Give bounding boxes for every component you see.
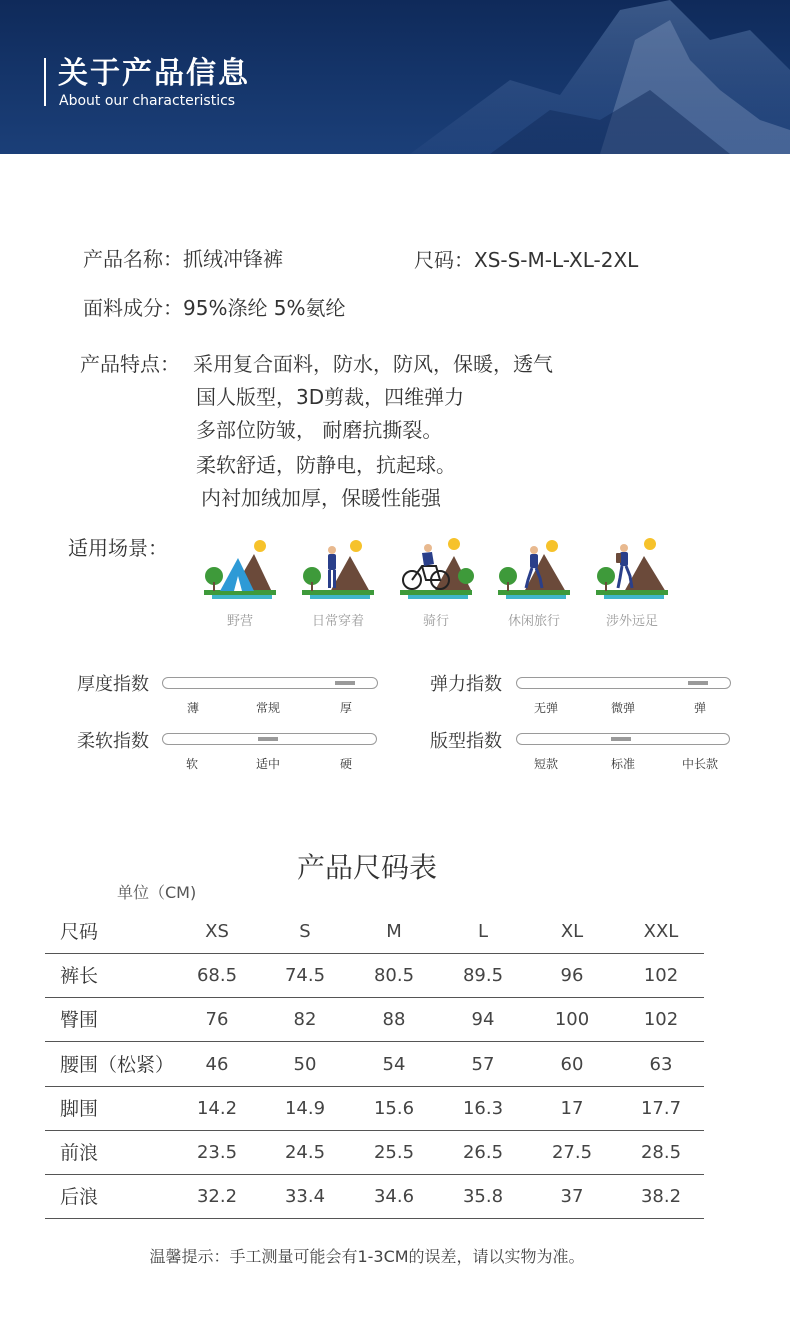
column-header: L: [477, 921, 489, 942]
table-cell: 15.6: [373, 1097, 415, 1119]
column-header: XS: [205, 921, 229, 942]
table-cell: 74.5: [284, 965, 326, 987]
table-cell: 102: [643, 965, 679, 987]
leisure-travel-icon: [496, 536, 572, 602]
fit-index-label: 版型指数: [430, 731, 502, 752]
table-row-front-rise: [45, 1131, 704, 1175]
cycling-icon: [398, 536, 474, 602]
scene-cycling: [398, 536, 474, 629]
header-banner: [0, 0, 790, 154]
table-cell: 23.5: [196, 1142, 238, 1163]
row-label: 脚围: [60, 1097, 99, 1120]
measurement-note: 温馨提示：手工测量可能会有1-3CM的误差，请以实物为准。: [149, 1247, 585, 1266]
size-table-header-row: [45, 910, 704, 954]
thickness-tick-thick: 厚: [339, 701, 353, 715]
table-cell: 63: [649, 1053, 673, 1075]
row-label: 裤长: [60, 965, 99, 988]
elasticity-tick-none: 无弹: [533, 701, 559, 715]
scene-camping: [202, 536, 278, 629]
size-table-title: 产品尺码表: [296, 851, 437, 884]
table-cell: 17: [560, 1097, 584, 1119]
table-cell: 96: [560, 965, 584, 987]
feature-line-4: 柔软舒适，防静电，抗起球。: [196, 453, 456, 477]
table-cell: 28.5: [640, 1142, 682, 1163]
elasticity-index-track: [516, 677, 731, 689]
header-label: 尺码: [60, 921, 99, 943]
table-row-waist: [45, 1043, 704, 1087]
scene-hiking: [594, 536, 670, 629]
table-row-pants-length: [45, 954, 704, 998]
mountain-backdrop: [370, 0, 790, 154]
table-cell: 35.8: [462, 1186, 504, 1208]
softness-index-indicator: [258, 737, 278, 741]
column-header: XL: [560, 921, 584, 942]
fit-tick-short: 短款: [533, 757, 559, 771]
table-cell: 68.5: [196, 965, 238, 987]
table-cell: 33.4: [284, 1186, 326, 1208]
thickness-index-indicator: [335, 681, 355, 685]
feature-line-5: 内衬加绒加厚，保暖性能强: [201, 486, 441, 510]
row-label: 后浪: [60, 1186, 99, 1209]
softness-tick-hard: 硬: [339, 757, 353, 771]
table-cell: 34.6: [373, 1186, 415, 1208]
fit-index-track: [516, 733, 730, 745]
table-cell: 25.5: [373, 1142, 415, 1163]
table-row-leg-opening: [45, 1087, 704, 1131]
table-cell: 76: [205, 1009, 229, 1031]
page-subtitle: About our characteristics: [59, 93, 236, 109]
row-label: 腰围（松紧）: [60, 1053, 175, 1076]
table-cell: 24.5: [284, 1142, 326, 1163]
product-sizes: 尺码：XS-S-M-L-XL-2XL: [414, 248, 639, 272]
table-cell: 54: [382, 1053, 406, 1075]
row-label: 臀围: [60, 1009, 99, 1032]
page-title: 关于产品信息: [58, 56, 250, 91]
table-cell: 102: [643, 1009, 679, 1031]
table-cell: 89.5: [462, 965, 504, 987]
fabric-composition: 面料成分：95%涤纶 5%氨纶: [83, 296, 346, 320]
elasticity-tick-stretch: 弹: [693, 701, 707, 715]
elasticity-index-label: 弹力指数: [430, 674, 502, 695]
scene-caption: 休闲旅行: [507, 614, 560, 629]
table-cell: 94: [471, 1009, 495, 1031]
table-cell: 14.2: [196, 1097, 238, 1119]
scene-caption: 日常穿着: [311, 614, 364, 629]
thickness-tick-thin: 薄: [186, 701, 200, 715]
daily-wear-person-icon: [300, 536, 376, 602]
column-header: S: [299, 921, 311, 942]
features-label: 产品特点：: [80, 352, 180, 376]
softness-tick-soft: 软: [185, 757, 199, 771]
column-header: M: [386, 921, 402, 942]
scene-leisure-travel: [496, 536, 572, 629]
scene-caption: 野营: [226, 614, 253, 629]
table-cell: 60: [560, 1053, 584, 1075]
table-cell: 50: [293, 1053, 317, 1075]
row-label: 前浪: [60, 1142, 99, 1164]
product-name: 产品名称：抓绒冲锋裤: [83, 247, 283, 271]
table-cell: 27.5: [551, 1142, 593, 1163]
thickness-tick-regular: 常规: [255, 701, 281, 715]
table-cell: 46: [205, 1053, 229, 1075]
fit-index-indicator: [611, 737, 631, 741]
scene-caption: 涉外远足: [605, 614, 658, 629]
scenes-label: 适用场景：: [68, 536, 168, 560]
table-cell: 17.7: [640, 1097, 682, 1119]
softness-tick-medium: 适中: [255, 757, 281, 771]
fit-tick-long: 中长款: [681, 757, 719, 771]
feature-line-1: 采用复合面料，防水，防风，保暖，透气: [193, 352, 553, 376]
title-accent-bar: [44, 58, 46, 106]
hiking-icon: [594, 536, 670, 602]
scene-caption: 骑行: [422, 614, 449, 629]
softness-index-label: 柔软指数: [77, 731, 149, 752]
table-cell: 100: [554, 1009, 590, 1031]
table-cell: 88: [382, 1009, 406, 1031]
scene-daily-wear: [300, 536, 376, 629]
size-table-unit: 单位（CM): [117, 883, 197, 902]
feature-line-2: 国人版型，3D剪裁，四维弹力: [196, 385, 465, 409]
table-row-back-rise: [45, 1175, 704, 1219]
table-cell: 26.5: [462, 1142, 504, 1163]
column-header: XXL: [643, 921, 679, 942]
table-cell: 14.9: [284, 1097, 326, 1119]
feature-line-3: 多部位防皱， 耐磨抗撕裂。: [196, 418, 443, 442]
table-cell: 80.5: [373, 965, 415, 987]
table-cell: 37: [560, 1186, 584, 1208]
elasticity-index-indicator: [688, 681, 708, 685]
camping-tent-icon: [202, 536, 278, 602]
table-cell: 38.2: [640, 1186, 682, 1208]
table-cell: 82: [293, 1009, 317, 1031]
thickness-index-label: 厚度指数: [77, 674, 149, 695]
table-cell: 16.3: [462, 1097, 504, 1119]
fit-tick-standard: 标准: [610, 757, 636, 771]
table-cell: 57: [471, 1053, 495, 1075]
table-row-hip: [45, 998, 704, 1042]
table-cell: 32.2: [196, 1186, 238, 1208]
softness-index-track: [162, 733, 377, 745]
thickness-index-track: [162, 677, 378, 689]
elasticity-tick-slight: 微弹: [610, 701, 636, 715]
